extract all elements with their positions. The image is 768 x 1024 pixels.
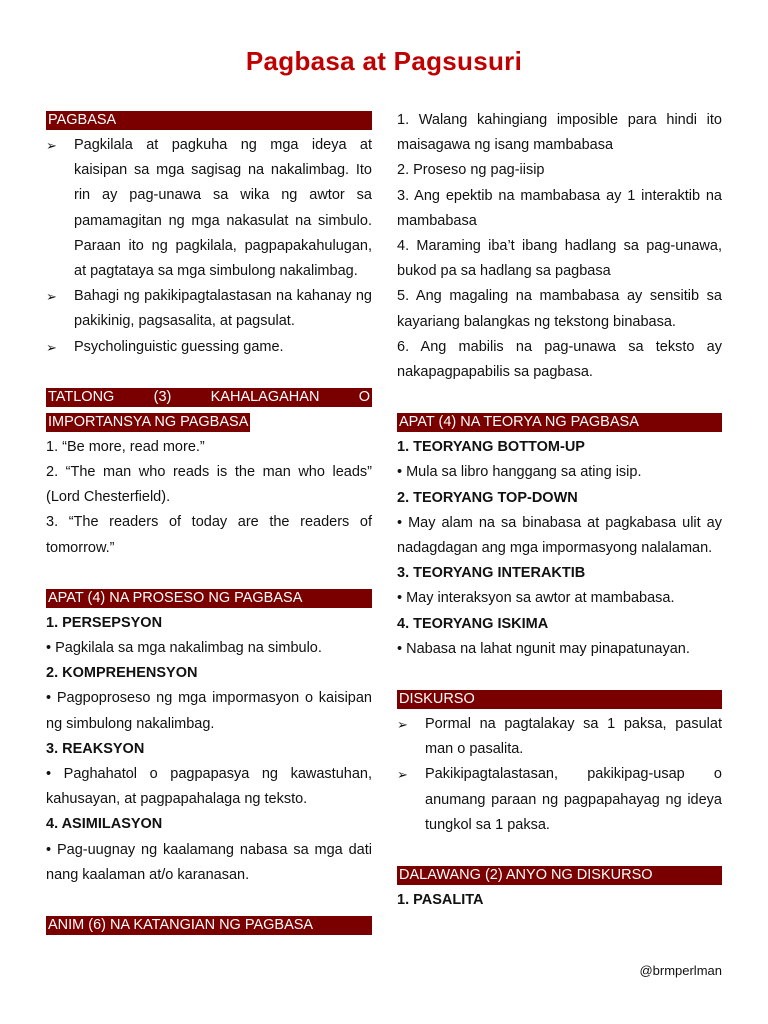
item-title: 3. REAKSYON — [46, 740, 145, 757]
section-header-teorya: APAT (4) NA TEORYA NG PAGBASA — [397, 413, 722, 432]
arrow-bullet-icon: ➢ — [46, 289, 57, 305]
list-item: 1. “Be more, read more.” — [46, 438, 205, 455]
arrow-bullet-icon: ➢ — [46, 339, 57, 355]
section-proseso — [46, 586, 372, 611]
item-desc: • Mula sa libro hanggang sa ating isip. — [397, 464, 642, 481]
item-desc: • Paghahatol o pagpapasya ng kawastuhan, kahusayan, at pagpapahalaga ng teksto. — [46, 766, 372, 808]
list-item: 2. “The man who reads is the man who leads” (Lord Chesterfield). — [46, 464, 372, 506]
bullet-item — [397, 762, 722, 838]
list-item: 4. Maraming iba’t ibang hadlang sa pag-unawa, bukod pa sa hadlang sa pagbasa — [397, 238, 722, 280]
section-pagbasa — [46, 108, 372, 133]
bullet-text: Bahagi ng pakikipagtalastasan na kahanay ng pakikinig, pagsasalita, at pagsulat. — [74, 288, 372, 330]
item-desc: • May interaksyon sa awtor at mambabasa. — [397, 590, 675, 607]
item-desc: • Pagpoproseso ng mga impormasyon o kaisipan ng simbulong nakalimbag. — [46, 690, 372, 732]
section-diskurso — [397, 687, 722, 712]
list-item: 3. Ang epektib na mambabasa ay 1 interaktib na mambabasa — [397, 187, 722, 229]
bullet-text: Pagkilala at pagkuha ng mga ideya at kaisipan sa mga sagisag na nakalimbag. Ito rin ay pag-unawa sa wika ng awtor sa pamamagitan ng mga nakasulat na simbulo. Paraan ito ng pagkilala, pagpapakahulugan, at pagtataya sa mga simbulong nakalimbag. — [74, 137, 372, 280]
item-title: 3. TEORYANG INTERAKTIB — [397, 565, 586, 582]
section-header-pagbasa: PAGBASA — [46, 111, 372, 130]
item-title: 2. KOMPREHENSYON — [46, 665, 198, 682]
list-item: 1. Walang kahingiang imposible para hindi ito maisagawa ng isang mambabasa — [397, 112, 722, 154]
bullet-text: Pormal na pagtalakay sa 1 paksa, pasulat man o pasalita. — [425, 716, 722, 758]
bullet-item — [46, 284, 372, 334]
author-credit: @brmperlman — [639, 963, 722, 978]
arrow-bullet-icon: ➢ — [46, 138, 57, 153]
section-header-kahalagahan-line1: TATLONG (3) KAHALAGAHAN O — [48, 388, 370, 405]
bullet-text: Pakikipagtalastasan, pakikipag-usap o anumang paraan ng pagpapahayag ng ideya tungkol sa 1 paksa. — [425, 766, 722, 833]
section-header-proseso: APAT (4) NA PROSESO NG PAGBASA — [46, 589, 372, 608]
bullet-item — [46, 133, 372, 284]
section-header-diskurso: DISKURSO — [397, 690, 722, 709]
section-anyo — [397, 863, 722, 888]
bullet-item — [397, 712, 722, 762]
bullet-item — [46, 335, 372, 360]
left-column — [46, 108, 372, 938]
item-title: 1. PASALITA — [397, 892, 484, 909]
section-kahalagahan — [46, 385, 372, 410]
right-column — [397, 108, 722, 913]
item-title: 1. TEORYANG BOTTOM-UP — [397, 439, 585, 456]
item-desc: • Nabasa na lahat ngunit may pinapatunayan. — [397, 640, 690, 657]
item-desc: • Pag-uugnay ng kaalamang nabasa sa mga dati nang kaalaman at/o karanasan. — [46, 841, 372, 883]
page-title: Pagbasa at Pagsusuri — [245, 46, 523, 76]
arrow-bullet-icon: ➢ — [397, 717, 408, 733]
arrow-bullet-icon: ➢ — [397, 767, 408, 783]
item-title: 4. ASIMILASYON — [46, 816, 163, 833]
item-title: 4. TEORYANG ISKIMA — [397, 615, 549, 632]
item-title: 1. PERSEPSYON — [46, 614, 163, 631]
item-title: 2. TEORYANG TOP-DOWN — [397, 489, 578, 506]
list-item: 5. Ang magaling na mambabasa ay sensitib sa kayariang balangkas ng tekstong binabasa. — [397, 288, 722, 330]
section-header-anyo: DALAWANG (2) ANYO NG DISKURSO — [397, 866, 722, 885]
section-teorya — [397, 410, 722, 435]
item-desc: • Pagkilala sa mga nakalimbag na simbulo. — [46, 640, 322, 657]
list-item: 2. Proseso ng pag-iisip — [397, 162, 545, 179]
section-katangian — [46, 913, 372, 938]
list-item: 6. Ang mabilis na pag-unawa sa teksto ay nakapagpapabilis sa pagbasa. — [397, 338, 722, 381]
list-item: 3. “The readers of today are the readers of tomorrow.” — [46, 514, 372, 556]
section-header-kahalagahan-line2: IMPORTANSYA NG PAGBASA — [48, 413, 249, 430]
item-desc: • May alam na sa binabasa at pagkabasa ulit ay nadagdagan ang mga impormasyong nalalaman. — [397, 514, 722, 557]
section-header-katangian: ANIM (6) NA KATANGIAN NG PAGBASA — [46, 916, 372, 935]
bullet-text: Psycholinguistic guessing game. — [74, 338, 284, 355]
